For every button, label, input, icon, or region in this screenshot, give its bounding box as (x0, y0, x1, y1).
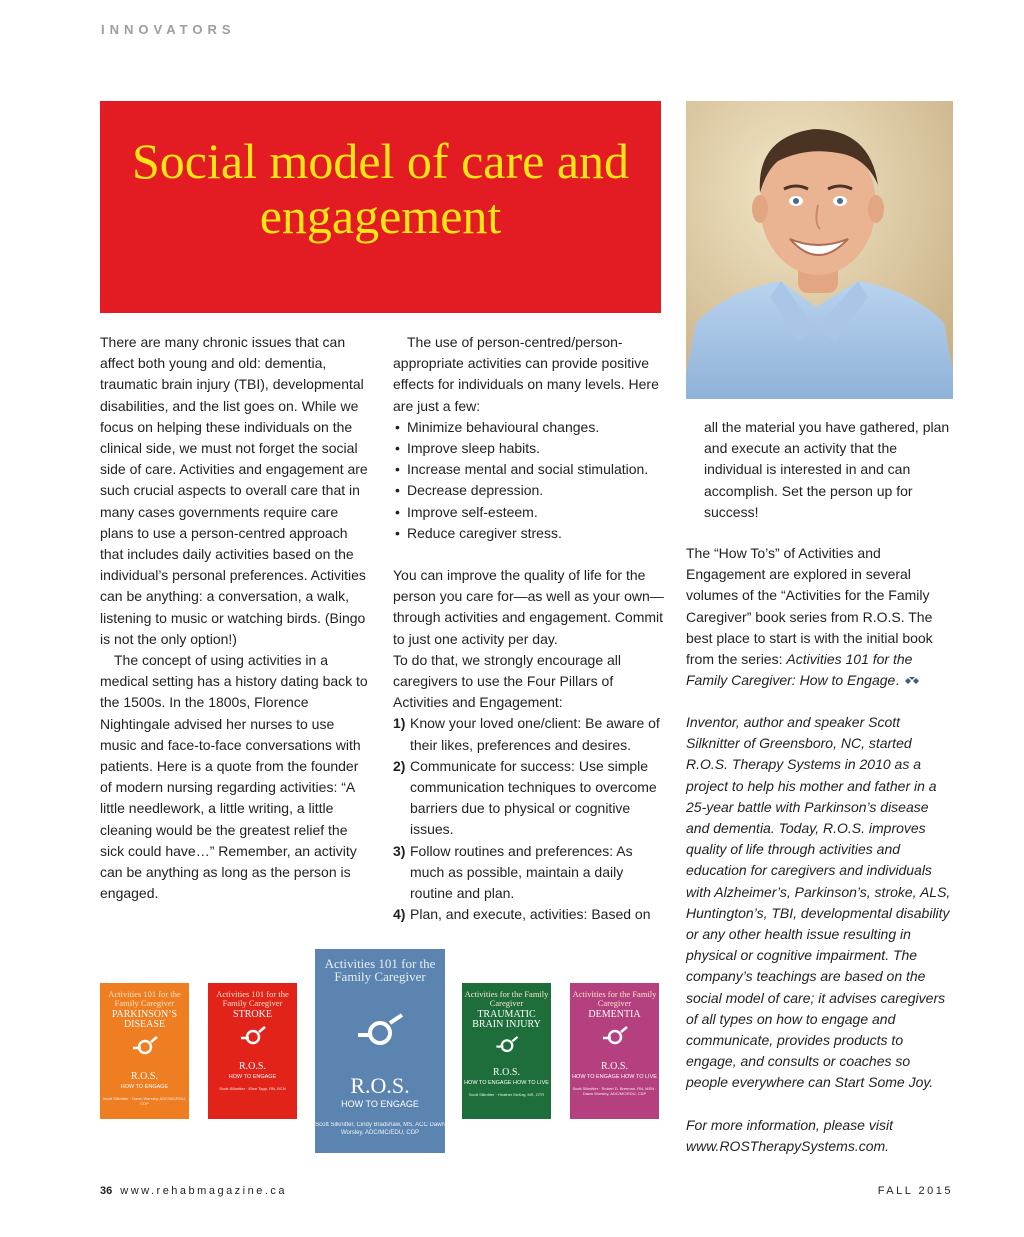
book-series: Activities 101 for the Family Caregiver (108, 989, 181, 1008)
author-photo (686, 101, 953, 399)
book-logo-text: R.O.S. (239, 1061, 266, 1072)
paragraph (686, 543, 953, 692)
ros-logo-icon (125, 1036, 165, 1070)
book-title: Activities 101 for the Family Caregiver: How to Engage (686, 651, 913, 689)
book-cover-parkinsons (100, 983, 189, 1119)
book-cover-stroke (208, 983, 297, 1119)
article-byline: By Scott Silknitter (325, 367, 436, 383)
list-item (393, 713, 665, 755)
book-subtitle: HOW TO ENGAGE (228, 1074, 277, 1080)
book-cover-activities-101 (315, 949, 445, 1153)
list-item: • Minimize behavioural changes. (393, 417, 665, 438)
book-authors: Scott Silknitter · Heather McKay, MS, OTR (468, 1092, 545, 1097)
column-3-books-paragraph (686, 543, 953, 692)
list-item (393, 756, 665, 841)
list-number: 4) (393, 906, 406, 923)
column-2 (393, 332, 665, 925)
article-title: Social model of care and engagement (131, 133, 630, 244)
column-1 (100, 332, 372, 904)
list-item (393, 904, 665, 925)
book-authors: Scott Silknitter · Dawn Worsley, ADC/MC/EDU, CDP (103, 1096, 186, 1106)
footer-issue: FALL 2015 (877, 1185, 953, 1197)
paragraph-end: . (895, 672, 900, 689)
ros-logo-icon (595, 1026, 635, 1060)
book-series: Activities for the Family Caregiver (572, 989, 657, 1008)
four-pillars-list (393, 713, 665, 925)
list-number: 1) (393, 715, 406, 732)
book-topic: TRAUMATIC BRAIN INJURY (472, 1009, 541, 1030)
list-text: Communicate for success: Use simple communication techniques to overcome barriers due to physical or cognitive issues. (410, 757, 657, 838)
page-number: 36 (100, 1185, 113, 1197)
book-subtitle: HOW TO ENGAGE (341, 1099, 419, 1109)
benefits-list (393, 417, 665, 544)
book-topic: DEMENTIA (588, 1009, 641, 1020)
book-logo-text: R.O.S. (350, 1073, 410, 1098)
paragraph: There are many chronic issues that can affect both young and old: dementia, traumatic brain injury (TBI), developmental disabilities, and the list goes on. While we focus on helping these individuals on the clinical side, we must not forget the social side of care. Activities and engagement are such crucial aspects to overall care that in many cases governments require care plans to use a person-centred approach that includes daily activities based on the individual’s personal preferences. Activities can be anything: a conversation, a walk, listening to music or watching birds. (Bingo is not the only option!) (100, 334, 368, 647)
book-series: Activities for the Family Caregiver (464, 989, 549, 1008)
ros-diamond-end-icon (903, 671, 921, 692)
ros-logo-icon (487, 1036, 527, 1066)
book-topic: PARKINSON’S DISEASE (111, 1009, 178, 1030)
book-authors: Scott Silknitter · Elise Tapp, RN, BCN (219, 1086, 286, 1091)
book-subtitle: HOW TO ENGAGE HOW TO LIVE (572, 1074, 657, 1080)
list-item: • Improve self-esteem. (393, 502, 665, 523)
paragraph: To do that, we strongly encourage all caregivers to use the Four Pillars of Activities and Engagement: (393, 651, 622, 711)
ros-logo-icon (233, 1026, 273, 1060)
footer-left (100, 1185, 287, 1197)
book-subtitle: HOW TO ENGAGE HOW TO LIVE (464, 1080, 549, 1086)
ros-logo-icon (348, 1013, 412, 1073)
paragraph: all the material you have gathered, plan and execute an activity that the individual is interested in and can accomplish. Set the person up for success! (704, 419, 950, 520)
more-info: For more information, please visit www.ROSTherapySystems.com. (686, 1116, 893, 1154)
section-label: INNOVATORS (101, 22, 236, 37)
list-text: Follow routines and preferences: As much as possible, maintain a daily routine and plan. (410, 842, 633, 902)
book-authors: Scott Silknitter · Robert D. Brennan, RN, MSN · Dawn Worsley, ADC/MC/EDU, CDP (572, 1086, 657, 1096)
list-text: Plan, and execute, activities: Based on (410, 906, 651, 923)
footer-site: www.rehabmagazine.ca (120, 1185, 288, 1197)
book-logo-text: R.O.S. (601, 1061, 628, 1072)
column-3-continued (686, 417, 953, 523)
book-authors: Scott Silknitter, Cindy Bradshaw, MS, ACC Dawn Worsley, ADC/MC/EDU, CDP (315, 1122, 445, 1136)
book-cover-dementia (570, 983, 659, 1119)
book-topic: STROKE (233, 1009, 272, 1020)
list-text: Know your loved one/client: Be aware of their likes, preferences and desires. (410, 715, 660, 753)
paragraph-text: The “How To’s” of Activities and Engagement are explored in several volumes of the “Activities for the Family Caregiver” book series from R.O.S. The best place to start is with the initial book from the series: (686, 545, 933, 668)
bio-paragraph: Inventor, author and speaker Scott Silknitter of Greensboro, NC, started R.O.S. Therapy Systems in 2010 as a project to help his mother and father in a 25-year battle with Parkinson’s disease and dementia. Today, R.O.S. improves quality of life through activities and education for caregivers and individuals with Alzheimer’s, Parkinson’s, stroke, ALS, Huntington’s, TBI, developmental disability or any other health issue resulting in physical or cognitive impairment. The company’s teachings are based on the social model of care; it advises caregivers of all types on how to engage and communicate, provides products to engage, and consults or coaches so people everywhere can Start Some Joy. (686, 714, 951, 1091)
book-series: Activities 101 for the Family Caregiver (324, 956, 436, 984)
list-item: • Reduce caregiver stress. (393, 523, 665, 544)
paragraph: You can improve the quality of life for the person you care for—as well as your own—through activities and engagement. Commit to just one activity per day. (393, 567, 664, 647)
book-subtitle: HOW TO ENGAGE (120, 1084, 169, 1090)
list-number: 3) (393, 842, 406, 859)
book-cover-tbi (462, 983, 551, 1119)
list-item (393, 841, 665, 905)
list-item: • Improve sleep habits. (393, 438, 665, 459)
book-series: Activities 101 for the Family Caregiver (216, 989, 289, 1008)
list-number: 2) (393, 757, 406, 774)
paragraph: The use of person-centred/person-appropriate activities can provide positive effects for individuals on many levels. Here are just a few: (393, 334, 659, 414)
book-logo-text: R.O.S. (493, 1067, 520, 1078)
list-item: • Decrease depression. (393, 480, 665, 501)
list-item: • Increase mental and social stimulation. (393, 459, 665, 480)
author-bio (686, 712, 953, 1157)
book-logo-text: R.O.S. (131, 1071, 158, 1082)
paragraph: The concept of using activities in a medical setting has a history dating back to the 1500s. In the 1800s, Florence Nightingale advised her nurses to use music and face-to-face conversations with patients. Here is a quote from the founder of modern nursing regarding activities: “A little needlework, a little writing, a little cleaning would be the greatest relief the sick could have…” Remember, an activity can be anything as long as the person is engaged. (100, 652, 368, 902)
